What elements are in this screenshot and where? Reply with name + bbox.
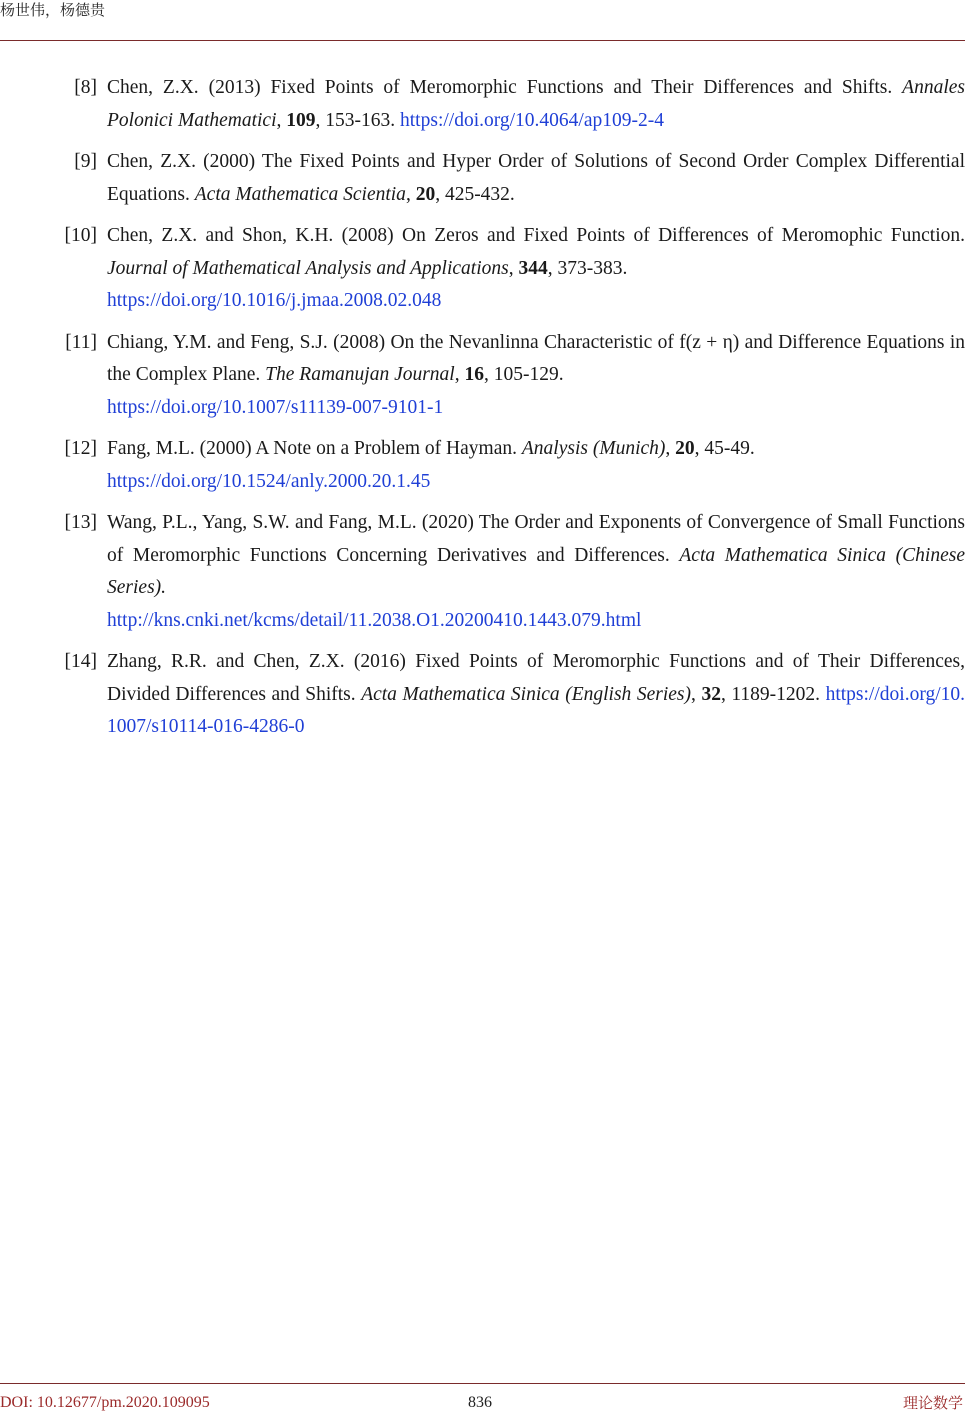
- reference-journal: The Ramanujan Journal: [265, 364, 455, 385]
- reference-doi-link[interactable]: http://kns.cnki.net/kcms/detail/11.2038.O1.20200410.1443.079.html: [107, 609, 642, 631]
- reference-volume: 109: [286, 109, 316, 131]
- reference-text: Wang, P.L., Yang, S.W. and Fang, M.L. (2020) The Order and Exponents of Convergence of Small Functions of Meromorphic Functions Concerning Derivatives and Differences.: [107, 512, 965, 566]
- reference-text: Chiang, Y.M. and Feng, S.J. (2008) On the Nevanlinna Characteristic of f(z + η) and Difference Equations in the Complex Plane.: [107, 331, 965, 385]
- reference-number: [13]: [64, 512, 97, 533]
- reference-number: [10]: [64, 225, 97, 246]
- footer-divider: [0, 1383, 965, 1384]
- reference-separator: ,: [665, 438, 676, 459]
- reference-journal: Acta Mathematica Sinica (English Series): [361, 683, 692, 705]
- reference-journal: Acta Mathematica Sinica (Chinese Series).: [107, 544, 965, 598]
- reference-separator: ,: [508, 257, 519, 279]
- reference-list: [62, 72, 965, 753]
- reference-volume: 32: [701, 683, 721, 705]
- reference-journal: Annales Polonici Mathematici: [107, 77, 965, 131]
- reference-doi-link[interactable]: https://doi.org/10.1007/s10114-016-4286-0: [107, 683, 965, 737]
- reference-pages: , 373-383.: [547, 257, 628, 279]
- reference-pages: , 153-163.: [315, 109, 401, 131]
- reference-item: [62, 433, 965, 498]
- reference-journal: Acta Mathematica Scientia: [194, 183, 406, 205]
- reference-number: [14]: [64, 651, 97, 672]
- reference-volume: 20: [675, 438, 695, 459]
- reference-number: [12]: [64, 438, 97, 459]
- reference-separator: ,: [405, 183, 416, 205]
- reference-item: [62, 220, 965, 318]
- reference-number: [8]: [74, 77, 97, 98]
- running-header-authors: 杨世伟，杨德贵: [0, 1, 106, 19]
- reference-number: [11]: [65, 331, 97, 353]
- reference-text: Chen, Z.X. (2000) The Fixed Points and Hyper Order of Solutions of Second Order Complex Differential Equations.: [107, 151, 965, 205]
- reference-journal: Analysis (Munich): [521, 438, 666, 459]
- reference-volume: 344: [518, 257, 548, 279]
- reference-text: Zhang, R.R. and Chen, Z.X. (2016) Fixed Points of Meromorphic Functions and of Their Differences, Divided Differences and Shifts.: [107, 651, 965, 705]
- reference-pages: , 1189-1202.: [720, 683, 826, 705]
- page-footer: [0, 1392, 965, 1414]
- reference-number: [9]: [74, 151, 97, 172]
- reference-doi-link[interactable]: https://doi.org/10.1016/j.jmaa.2008.02.048: [107, 290, 442, 311]
- reference-pages: , 105-129.: [483, 364, 564, 385]
- footer-doi: DOI: 10.12677/pm.2020.109095: [0, 1394, 210, 1411]
- reference-doi-link[interactable]: https://doi.org/10.1007/s11139-007-9101-1: [107, 396, 444, 418]
- reference-doi-link[interactable]: https://doi.org/10.4064/ap109-2-4: [400, 109, 664, 131]
- reference-pages: , 45-49.: [694, 438, 755, 459]
- reference-item: [62, 146, 965, 211]
- reference-text: Chen, Z.X. (2013) Fixed Points of Meromorphic Functions and Their Differences and Shifts.: [107, 77, 903, 98]
- reference-pages: , 425-432.: [435, 183, 515, 205]
- header-divider: [0, 40, 965, 41]
- reference-volume: 16: [464, 364, 484, 385]
- reference-separator: ,: [276, 109, 287, 131]
- reference-volume: 20: [415, 183, 436, 205]
- reference-text: Fang, M.L. (2000) A Note on a Problem of Hayman.: [107, 438, 522, 459]
- reference-separator: ,: [454, 364, 465, 385]
- reference-item: [62, 327, 965, 425]
- reference-text: Chen, Z.X. and Shon, K.H. (2008) On Zeros and Fixed Points of Differences of Meromophic Function.: [107, 225, 965, 246]
- reference-item: [62, 72, 965, 137]
- page-number: 836: [468, 1394, 492, 1411]
- reference-item: [62, 507, 965, 637]
- reference-item: [62, 646, 965, 744]
- reference-separator: ,: [691, 683, 702, 705]
- reference-journal: Journal of Mathematical Analysis and Applications: [107, 257, 509, 279]
- reference-doi-link[interactable]: https://doi.org/10.1524/anly.2000.20.1.45: [107, 470, 431, 492]
- footer-journal-name: 理论数学: [902, 1394, 963, 1412]
